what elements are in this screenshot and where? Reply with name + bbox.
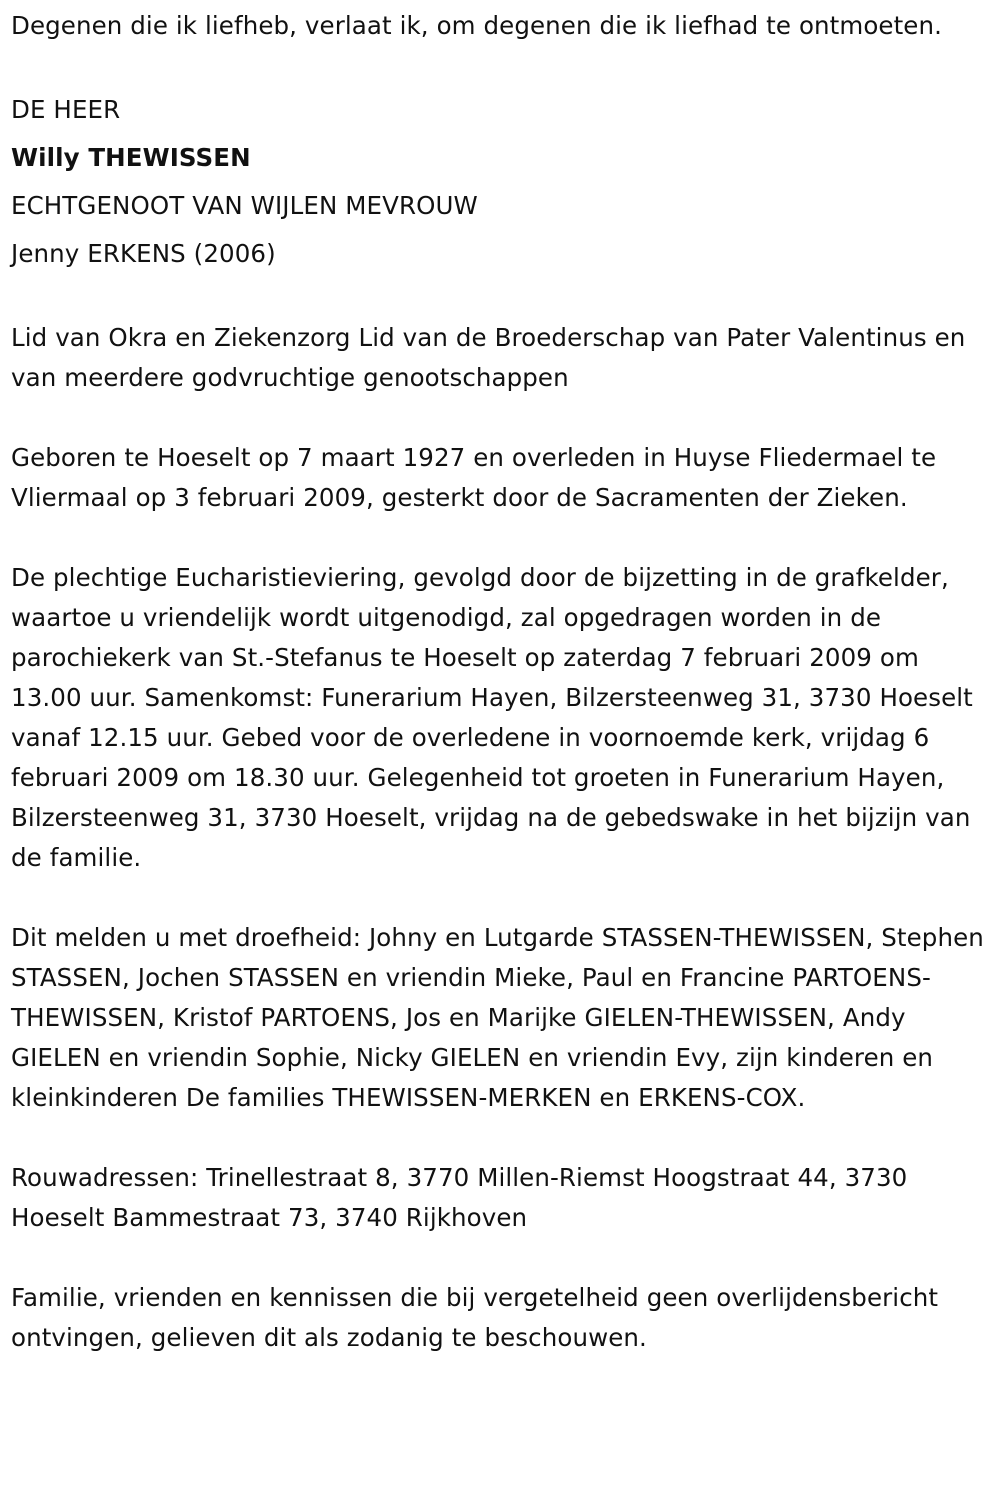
spouse-title: ECHTGENOOT VAN WIJLEN MEVROUW — [11, 191, 478, 220]
salutation: DE HEER — [11, 95, 121, 124]
family-announcement-paragraph: Dit melden u met droefheid: Johny en Lutgarde STASSEN-THEWISSEN, Stephen STASSEN, Jochen STASSEN en vriendin Mieke, Paul en Francine PARTOENS-THEWISSEN, Kristof PARTOENS, Jos en Marijke GIELEN-THEWISSEN, Andy GIELEN en vriendin Sophie, Nicky GIELEN en vriendin Evy, zijn kinderen en kleinkinderen De families THEWISSEN-MERKEN en ERKENS-COX. — [11, 923, 984, 1112]
spacer — [11, 398, 993, 438]
spacer — [11, 1238, 993, 1278]
spacer — [11, 518, 993, 558]
birth-death-paragraph: Geboren te Hoeselt op 7 maart 1927 en overleden in Huyse Fliedermael te Vliermaal op 3 februari 2009, gesterkt door de Sacramenten der Zieken. — [11, 443, 937, 512]
deceased-name: Willy THEWISSEN — [11, 143, 251, 172]
closing-note-paragraph: Familie, vrienden en kennissen die bij vergetelheid geen overlijdensbericht ontvingen, gelieven dit als zodanig te beschouwen. — [11, 1283, 939, 1352]
spacer — [11, 1118, 993, 1158]
spacer — [11, 278, 993, 318]
spacer — [11, 878, 993, 918]
mourning-addresses-paragraph: Rouwadressen: Trinellestraat 8, 3770 Millen-Riemst Hoogstraat 44, 3730 Hoeselt Bammestraat 73, 3740 Rijkhoven — [11, 1163, 908, 1232]
opening-quote: Degenen die ik liefheb, verlaat ik, om degenen die ik liefhad te ontmoeten. — [11, 11, 942, 40]
spouse-name: Jenny ERKENS (2006) — [11, 239, 276, 268]
spacer — [11, 46, 993, 86]
ceremony-paragraph: De plechtige Eucharistieviering, gevolgd door de bijzetting in de grafkelder, waartoe u vriendelijk wordt uitgenodigd, zal opgedragen worden in de parochiekerk van St.-Stefanus te Hoeselt op zaterdag 7 februari 2009 om 13.00 uur. Samenkomst: Funerarium Hayen, Bilzersteenweg 31, 3730 Hoeselt vanaf 12.15 uur. Gebed voor de overledene in voornoemde kerk, vrijdag 6 februari 2009 om 18.30 uur. Gelegenheid tot groeten in Funerarium Hayen, Bilzersteenweg 31, 3730 Hoeselt, vrijdag na de gebedswake in het bijzijn van de familie. — [11, 563, 973, 872]
memberships-paragraph: Lid van Okra en Ziekenzorg Lid van de Broederschap van Pater Valentinus en van meerdere godvruchtige genootschappen — [11, 323, 966, 392]
obituary-document — [11, 6, 993, 1358]
